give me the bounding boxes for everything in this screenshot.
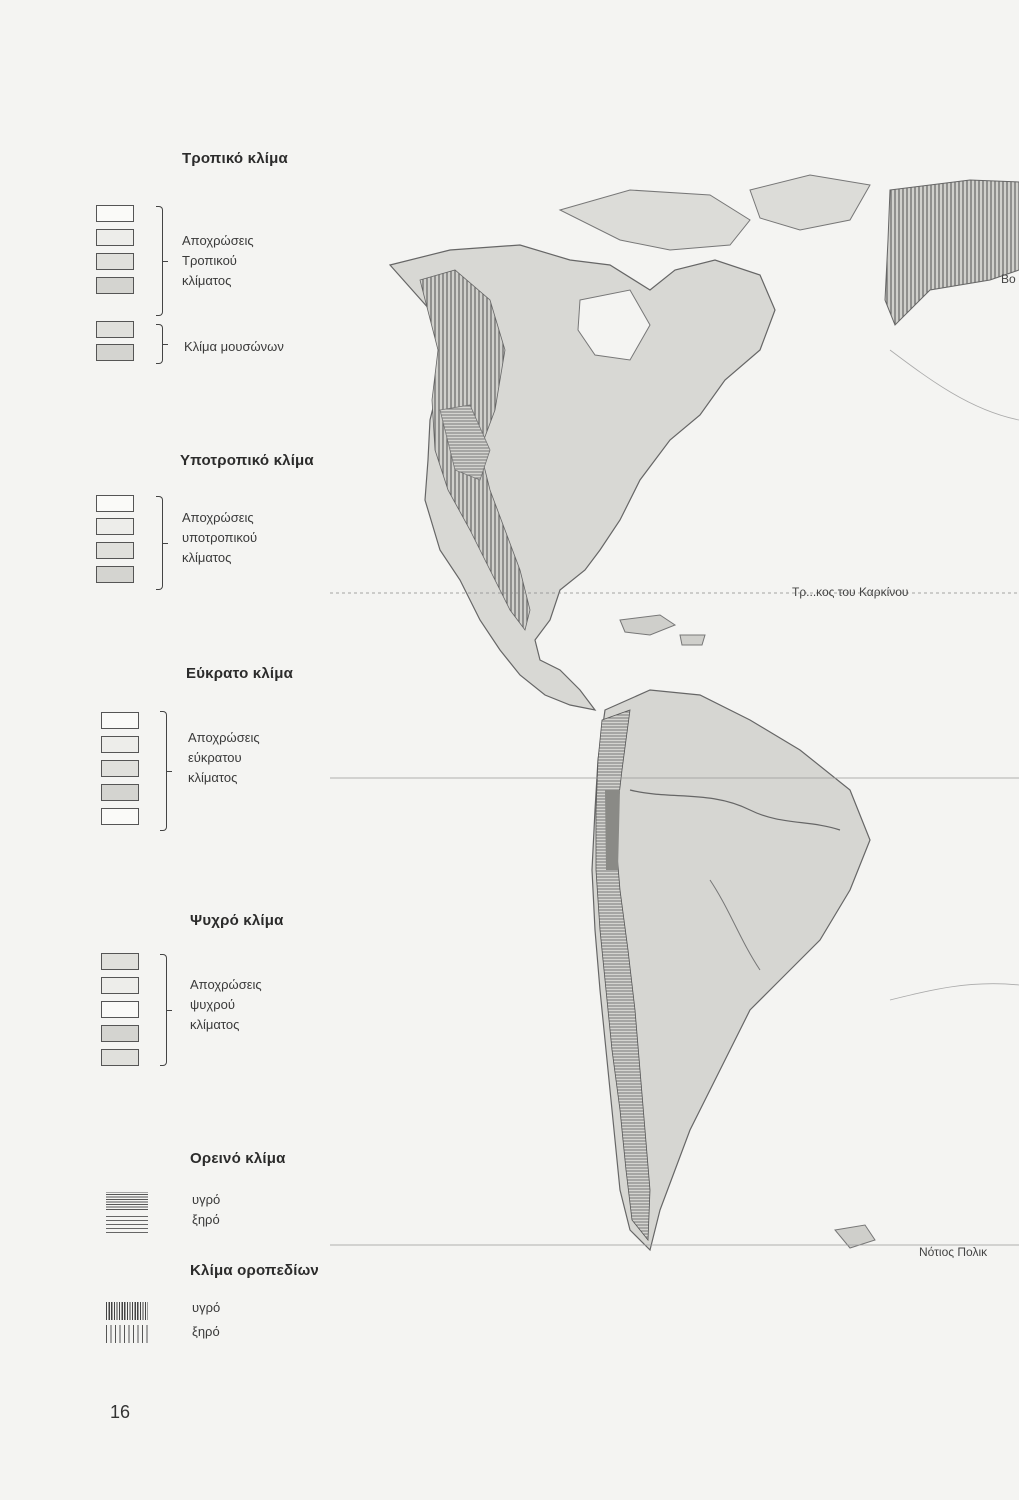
temperate-shades-label: Αποχρώσεις εύκρατου κλίματος xyxy=(188,730,260,785)
arctic-islands xyxy=(560,190,750,250)
south-atlantic-current xyxy=(890,984,1019,1000)
monsoon-brace xyxy=(156,324,163,364)
mountain-dry-pattern xyxy=(106,1215,148,1233)
plateau-dry-pattern xyxy=(106,1325,148,1343)
temperate-swatch-4 xyxy=(101,784,139,801)
tropical-swatch-2 xyxy=(96,229,134,246)
south-polar-circle-label: Νότιος Πολικ xyxy=(919,1245,988,1259)
mountain-wet-pattern xyxy=(106,1192,148,1210)
tropical-swatch-4 xyxy=(96,277,134,294)
cuba xyxy=(620,615,675,635)
north-atlantic-current xyxy=(890,350,1019,420)
subtropical-swatch-4 xyxy=(96,566,134,583)
temperate-swatch-2 xyxy=(101,736,139,753)
americas-climate-map xyxy=(330,150,1019,1360)
cold-climate-title: Ψυχρό κλίμα xyxy=(190,912,284,929)
temperate-swatch-3 xyxy=(101,760,139,777)
north-edge-label: Βο xyxy=(1001,272,1016,286)
plateau-wet-label: υγρό xyxy=(192,1300,221,1315)
tropical-swatch-1 xyxy=(96,205,134,222)
plateau-climate-title: Κλίμα οροπεδίων xyxy=(190,1262,319,1279)
tropical-climate-title: Τροπικό κλίμα xyxy=(182,150,288,167)
temperate-brace xyxy=(160,711,167,831)
temperate-swatch-5 xyxy=(101,808,139,825)
subtropical-swatch-2 xyxy=(96,518,134,535)
cold-swatch-4 xyxy=(101,1025,139,1042)
mountain-dry-label: ξηρό xyxy=(192,1212,220,1227)
greenland xyxy=(885,180,1019,325)
subtropical-swatch-1 xyxy=(96,495,134,512)
monsoon-label: Κλίμα μουσώνων xyxy=(184,339,284,354)
tropic-of-cancer-label: Τρ...κος του Καρκίνου xyxy=(792,585,909,599)
subtropical-climate-title: Υποτροπικό κλίμα xyxy=(180,452,314,469)
cold-swatch-5 xyxy=(101,1049,139,1066)
temperate-swatch-1 xyxy=(101,712,139,729)
tropical-brace xyxy=(156,206,163,316)
cold-swatch-1 xyxy=(101,953,139,970)
monsoon-swatch-1 xyxy=(96,321,134,338)
monsoon-swatch-2 xyxy=(96,344,134,361)
subtropical-swatch-3 xyxy=(96,542,134,559)
tropical-shades-label: Αποχρώσεις Τροπικού κλίματος xyxy=(182,233,254,288)
cold-brace xyxy=(160,954,167,1066)
arctic-islands-east xyxy=(750,175,870,230)
page-number: 16 xyxy=(110,1402,131,1422)
tierra-del-fuego xyxy=(835,1225,875,1248)
subtropical-brace xyxy=(156,496,163,590)
cold-swatch-2 xyxy=(101,977,139,994)
cold-shades-label: Αποχρώσεις ψυχρού κλίματος xyxy=(190,977,262,1032)
mountain-wet-label: υγρό xyxy=(192,1192,221,1207)
plateau-dry-label: ξηρό xyxy=(192,1324,220,1339)
mountain-climate-title: Ορεινό κλίμα xyxy=(190,1150,286,1167)
temperate-climate-title: Εύκρατο κλίμα xyxy=(186,665,294,682)
andes-wet-highland xyxy=(605,790,620,870)
cold-swatch-3 xyxy=(101,1001,139,1018)
subtropical-shades-label: Αποχρώσεις υποτροπικού κλίματος xyxy=(182,510,258,565)
plateau-wet-pattern xyxy=(106,1302,148,1320)
hispaniola xyxy=(680,635,705,645)
tropical-swatch-3 xyxy=(96,253,134,270)
